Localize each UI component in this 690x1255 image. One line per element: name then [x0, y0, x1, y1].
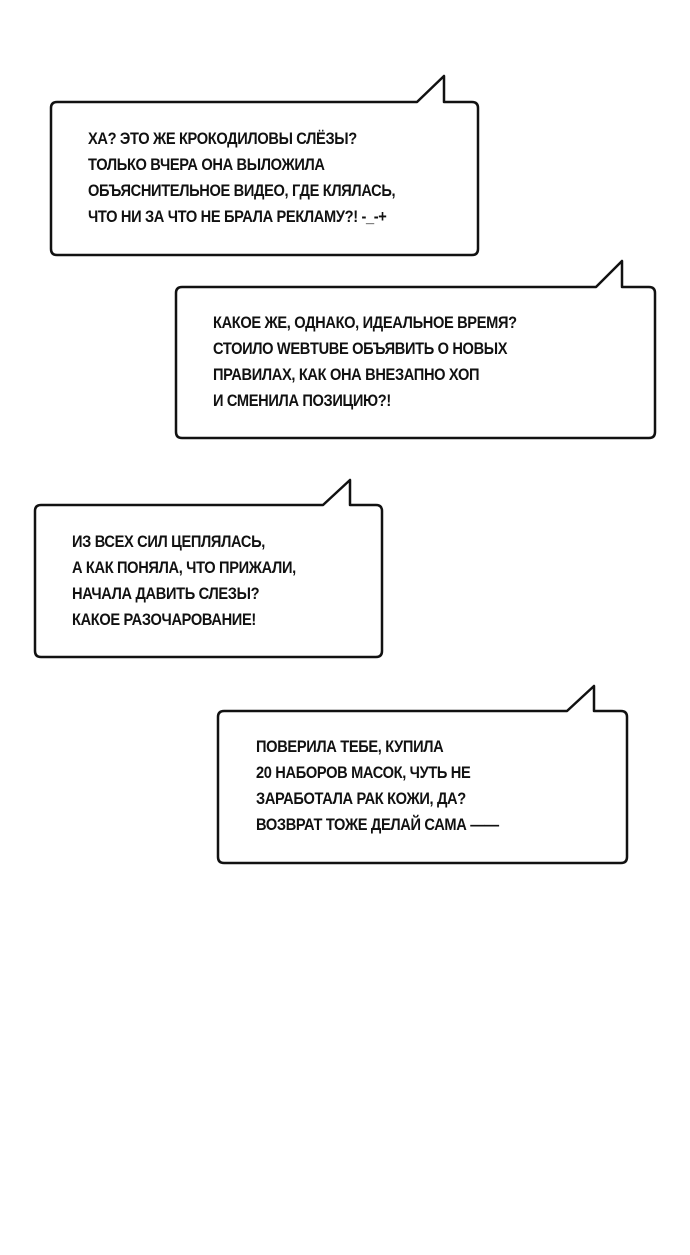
- bubble-2-line-2: СТОИЛО WEBTUBE ОБЪЯВИТЬ О НОВЫХ: [213, 339, 508, 358]
- bubble-2-line-1: КАКОЕ ЖЕ, ОДНАКО, ИДЕАЛЬНОЕ ВРЕМЯ?: [213, 313, 517, 332]
- bubble-3-line-1: ИЗ ВСЕХ СИЛ ЦЕПЛЯЛАСЬ,: [72, 532, 265, 551]
- bubble-4-line-1: ПОВЕРИЛА ТЕБЕ, КУПИЛА: [256, 737, 444, 756]
- bubble-4-line-2: 20 НАБОРОВ МАСОК, ЧУТЬ НЕ: [256, 763, 471, 782]
- bubble-4-line-4: ВОЗВРАТ ТОЖЕ ДЕЛАЙ САМА ——: [256, 815, 499, 834]
- bubble-1-line-2: ТОЛЬКО ВЧЕРА ОНА ВЫЛОЖИЛА: [88, 155, 325, 174]
- bubble-1-line-4: ЧТО НИ ЗА ЧТО НЕ БРАЛА РЕКЛАМУ?! -_-+: [88, 207, 387, 226]
- bubble-3-line-3: НАЧАЛА ДАВИТЬ СЛЕЗЫ?: [72, 584, 260, 603]
- bubble-1-line-3: ОБЪЯСНИТЕЛЬНОЕ ВИДЕО, ГДЕ КЛЯЛАСЬ,: [88, 181, 396, 200]
- bubble-4-line-3: ЗАРАБОТАЛА РАК КОЖИ, ДА?: [256, 789, 466, 808]
- bubble-3-line-2: А КАК ПОНЯЛА, ЧТО ПРИЖАЛИ,: [72, 558, 296, 577]
- bubble-1-line-1: ХА? ЭТО ЖЕ КРОКОДИЛОВЫ СЛЁЗЫ?: [88, 129, 357, 148]
- bubble-2-line-4: И СМЕНИЛА ПОЗИЦИЮ?!: [213, 391, 391, 410]
- speech-bubble-4-text: [256, 734, 499, 838]
- bubble-3-line-4: КАКОЕ РАЗОЧАРОВАНИЕ!: [72, 610, 256, 629]
- bubble-2-line-3: ПРАВИЛАХ, КАК ОНА ВНЕЗАПНО ХОП: [213, 365, 480, 384]
